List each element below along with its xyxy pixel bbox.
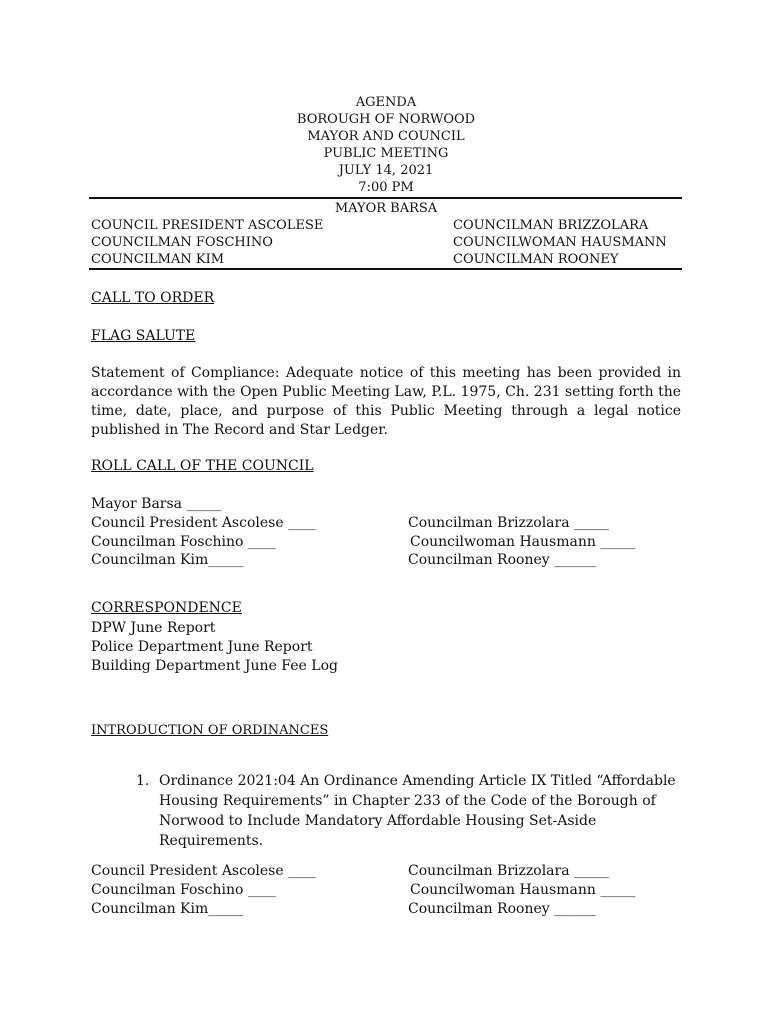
correspondence-item: DPW June Report [91,620,216,636]
ordinance-vote-right: Councilman Rooney ______ [408,901,597,917]
roll-call-right: Councilman Rooney ______ [408,552,597,568]
header-time: 7:00 PM [358,180,414,195]
council-member-right: COUNCILMAN BRIZZOLARA [453,218,649,233]
header-meeting-type: PUBLIC MEETING [323,146,449,161]
ordinance-vote-left: Council President Ascolese ____ [91,863,317,879]
header-mayor: MAYOR BARSA [334,201,438,216]
header-borough: BOROUGH OF NORWOOD [296,112,476,127]
section-correspondence: CORRESPONDENCE [91,600,242,616]
roll-call-mayor: Mayor Barsa _____ [91,496,222,512]
roll-call-left: Council President Ascolese ____ [91,515,317,531]
ordinance-number: 1. [136,773,150,789]
roll-call-right: Councilwoman Hausmann _____ [410,534,636,550]
ordinance-vote-right: Councilman Brizzolara _____ [408,863,610,879]
section-introduction-of-ordinances: INTRODUCTION OF ORDINANCES [91,723,329,738]
header-body: MAYOR AND COUNCIL [307,129,465,144]
correspondence-item: Police Department June Report [91,639,313,655]
section-flag-salute: FLAG SALUTE [91,328,196,344]
ordinance-vote-left: Councilman Foschino ____ [91,882,276,898]
header-date: JULY 14, 2021 [338,163,434,178]
council-member-left: COUNCILMAN KIM [91,252,225,267]
section-roll-call: ROLL CALL OF THE COUNCIL [91,458,314,474]
correspondence-item: Building Department June Fee Log [91,658,338,674]
ordinance-text: Ordinance 2021:04 An Ordinance Amending Article IX Titled “Affordable Housing Requirements” in Chapter 233 of the Code of the Borough of Norwood to Include Mandatory Affordable Housing Set-Aside Requirements. [159,773,676,849]
council-member-right: COUNCILWOMAN HAUSMANN [453,235,667,250]
header-top-rule [89,197,682,199]
roll-call-left: Councilman Foschino ____ [91,534,276,550]
council-member-left: COUNCIL PRESIDENT ASCOLESE [91,218,324,233]
ordinance-vote-left: Councilman Kim_____ [91,901,244,917]
roll-call-right: Councilman Brizzolara _____ [408,515,610,531]
council-member-left: COUNCILMAN FOSCHINO [91,235,273,250]
section-call-to-order: CALL TO ORDER [91,290,215,306]
roll-call-left: Councilman Kim_____ [91,552,244,568]
header-bottom-rule [89,268,682,270]
council-member-right: COUNCILMAN ROONEY [453,252,619,267]
ordinance-vote-right: Councilwoman Hausmann _____ [410,882,636,898]
header-title: AGENDA [355,95,417,110]
statement-of-compliance: Statement of Compliance: Adequate notice of this meeting has been provided in accordance with the Open Public Meeting Law, P.L. 1975, Ch. 231 setting forth the time, date, place, and purpose of this Public Meeting through a legal notice published in The Record and Star Ledger. [91,365,681,438]
